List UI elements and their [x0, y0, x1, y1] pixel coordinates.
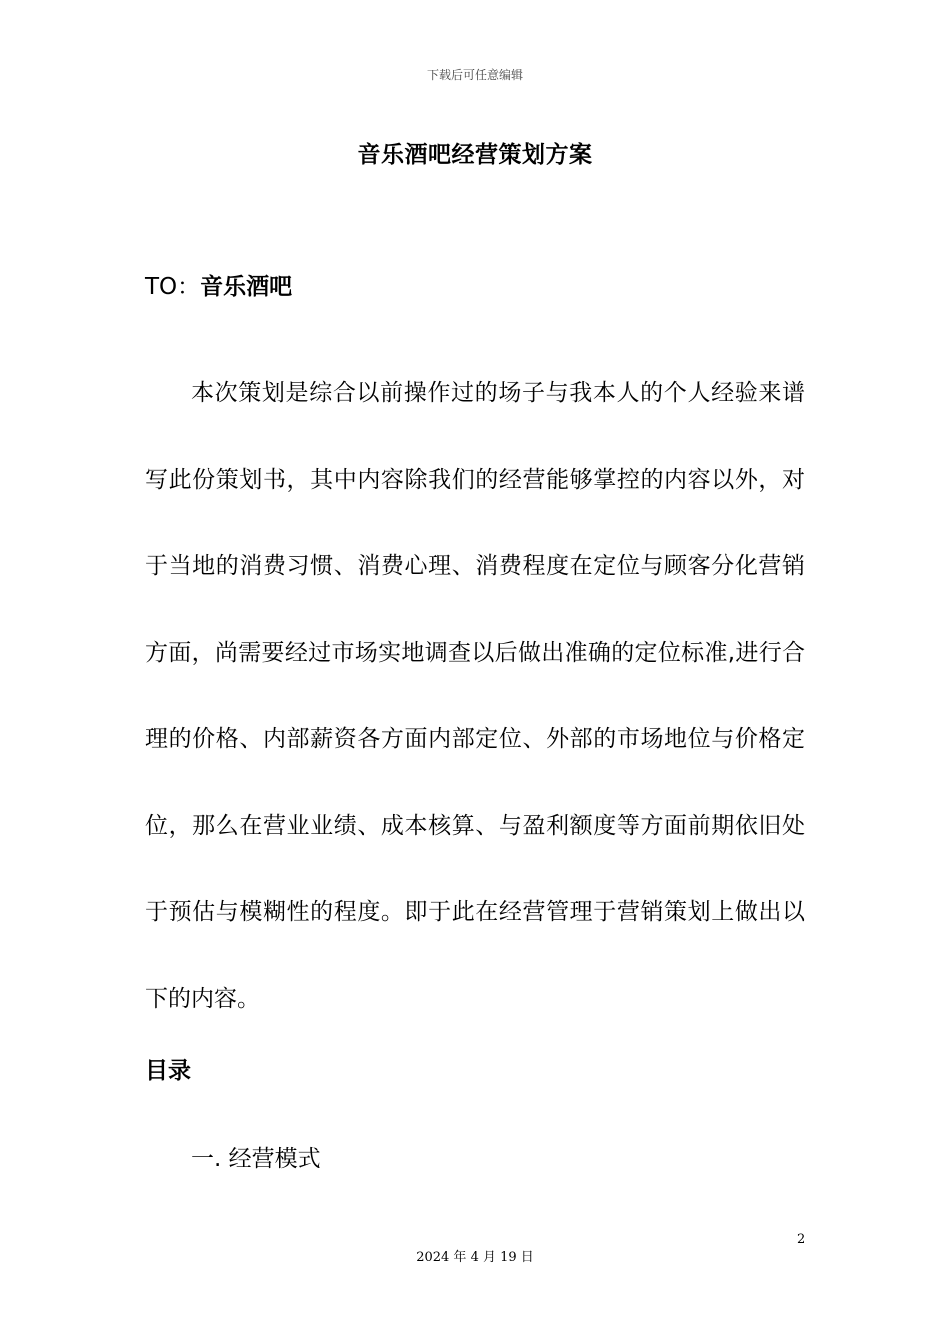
toc-item: 一. 经营模式: [191, 1146, 321, 1172]
header-note: 下载后可任意编辑: [426, 68, 523, 82]
recipient-label: TO：: [145, 274, 201, 300]
footer-date: 2024 年 4 月 19 日: [416, 1250, 534, 1265]
document-title: 音乐酒吧经营策划方案: [357, 142, 593, 168]
intro-paragraph: 本次策划是综合以前操作过的场子与我本人的个人经验来谱写此份策划书，其中内容除我们的经营能够掌控的内容以外，对于当地的消费习惯、消费心理、消费程度在定位与顾客分化营销方面，尚需要经过市场实地调查以后做出准确的定位标准,进行合理的价格、内部薪资各方面内部定位、外部的市场地位与价格定位，那么在营业业绩、成本核算、与盈利额度等方面前期依旧处于预估与模糊性的程度。即于此在经营管理于营销策划上做出以下的内容。: [145, 380, 805, 1012]
recipient-name: 音乐酒吧: [200, 274, 293, 300]
toc-heading: 目录: [145, 1058, 191, 1084]
page-number: 2: [797, 1232, 806, 1247]
recipient-line: [145, 268, 292, 301]
